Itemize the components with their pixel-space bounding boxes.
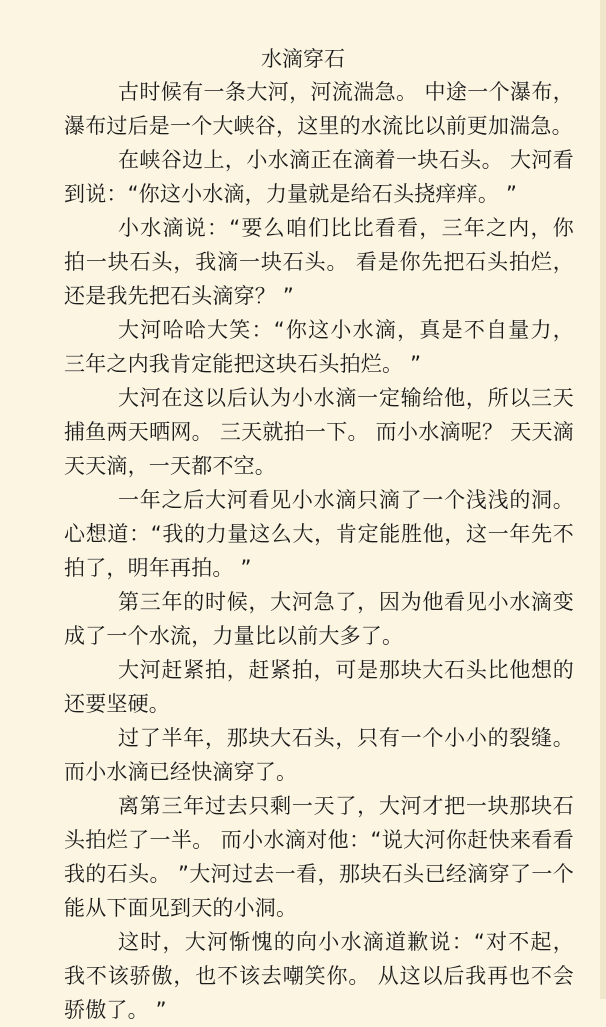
document-title: 水滴穿石 bbox=[261, 47, 345, 71]
paragraph: 离第三年过去只剩一天了，大河才把一块那块石头拍烂了一半。 而小水滴对他：“说大河你赶快来看看我的石头。 ”大河过去一看，那块石头已经滴穿了一个能从下面见到天的小洞。 bbox=[64, 794, 574, 920]
paragraph: 小水滴说：“要么咱们比比看看，三年之内，你拍一块石头，我滴一块石头。 看是你先把石头拍烂，还是我先把石头滴穿？ ” bbox=[64, 216, 574, 308]
paragraph: 过了半年，那块大石头，只有一个小小的裂缝。而小水滴已经快滴穿了。 bbox=[64, 726, 574, 784]
paragraph: 第三年的时候，大河急了，因为他看见小水滴变成了一个水流，力量比以前大多了。 bbox=[64, 590, 574, 648]
paragraph: 大河哈哈大笑：“你这小水滴，真是不自量力，三年之内我肯定能把这块石头拍烂。 ” bbox=[64, 318, 574, 376]
paragraph: 一年之后大河看见小水滴只滴了一个浅浅的洞。 心想道：“我的力量这么大，肯定能胜他，这一年先不拍了，明年再拍。 ” bbox=[64, 488, 574, 580]
paragraph: 古时候有一条大河，河流湍急。 中途一个瀑布，瀑布过后是一个大峡谷，这里的水流比以前更加湍急。 bbox=[64, 80, 574, 138]
document-body bbox=[64, 75, 574, 1027]
paragraph: 在峡谷边上，小水滴正在滴着一块石头。 大河看到说：“你这小水滴，力量就是给石头挠痒痒。 ” bbox=[64, 148, 574, 206]
paragraph: 大河赶紧拍，赶紧拍，可是那块大石头比他想的还要坚硬。 bbox=[64, 658, 574, 716]
paragraph: 这时，大河惭愧的向小水滴道歉说：“对不起，我不该骄傲，也不该去嘲笑你。 从这以后我再也不会骄傲了。 ” bbox=[64, 930, 574, 1022]
paragraph: 大河在这以后认为小水滴一定输给他，所以三天捕鱼两天晒网。 三天就拍一下。 而小水滴呢？ 天天滴天天滴，一天都不空。 bbox=[64, 386, 574, 478]
